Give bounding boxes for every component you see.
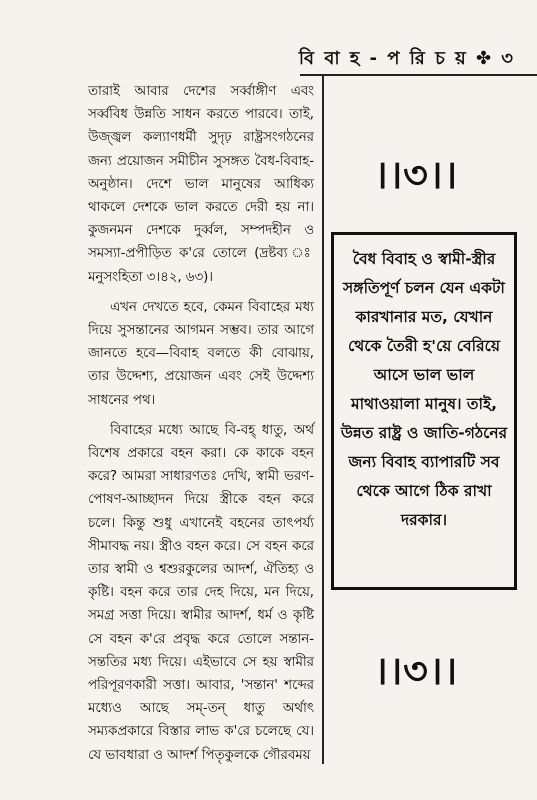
paragraph-3: বিবাহের মধ্যে আছে বি-বহ্ ধাতু, অর্থ বিশেষ প্রকারে বহন করা। কে কাকে বহন করে? আমরা সাধারণতঃ দেখি, স্বামী ভরণ-পোষণ-আচ্ছাদন দিয়ে স্ত্রীকে বহন করে চলে। কিন্তু শুধু এখানেই বহনের তাৎপর্য্য সীমাবদ্ধ নয়। স্ত্রীও বহন করে। সে বহন করে তার স্বামী ও শ্বশুরকুলের আদর্শ, ঐতিহ্য ও কৃষ্টি। বহন করে তার দেহ দিয়ে, মন দিয়ে, সমগ্র সত্তা দিয়ে। স্বামীর আদর্শ, ধর্ম ও কৃষ্টি সে বহন ক'রে প্রবৃদ্ধ করে তোলে সন্তান-সন্ততির মধ্য দিয়ে। এইভাবে সে হয় স্বামীর পরিপূরণকারী সত্তা। আবার, 'সন্তান' শব্দের মধ্যেও আছে সম্-তন্ ধাতু অর্থাৎ সম্যকপ্রকারে বিস্তার লাভ ক'রে চলেছে যে। যে ভাবধারা ও আদর্শ পিতৃকুলকে গৌরবময়	[88, 422, 314, 763]
callout-box	[331, 232, 517, 590]
callout-text: বৈধ বিবাহ ও স্বামী-স্ত্রীর সঙ্গতিপূর্ণ চলন যেন একটা কারখানার মত, যেখান থেকে তৈরী হ'য়ে বেরিয়ে আসে ভাল ভাল মাথাওয়ালা মানুষ। তাই, উন্নত রাষ্ট্র ও জাতি-গঠনের জন্য বিবাহ ব্যাপারটি সব থেকে আগে ঠিক রাখা দরকার।	[340, 250, 508, 529]
paragraph-2: এখন দেখতে হবে, কেমন বিবাহের মধ্য দিয়ে সুসন্তানের আগমন সম্ভব। তার আগে জানতে হবে—বিবাহ বলতে কী বোঝায়, তার উদ্দেশ্য, প্রয়োজন এবং সেই উদ্দেশ্য সাধনের পথ।	[88, 299, 314, 408]
verse-number-top: ।।৩।।	[374, 153, 459, 197]
verse-number-bottom: ।।৩।।	[374, 649, 459, 693]
column-divider	[322, 74, 324, 764]
paragraph-1: তারাই আবার দেশের সর্ব্বাঙ্গীণ এবং সর্ব্ববিধ উন্নতি সাধন করতে পারবে। তাই, উজ্জ্বল কল্যাণধর্মী সুদৃঢ় রাষ্ট্রসংগঠনের জন্য প্রয়োজন সমীচীন সুসঙ্গত বৈধ-বিবাহ-অনুষ্ঠান। দেশে ভাল মানুষের আধিক্য থাকলে দেশকে ভাল করতে দেরী হয় না। কুজনমন দেশকে দুর্ব্বল, সম্পদহীন ও সমস্যা-প্রপীড়িত ক'রে তোলে (দ্রষ্টব্য ঃ মনুসংহিতা ৩।৪২, ৬৩)।	[88, 84, 314, 285]
running-header: বি বা হ - প রি চ য় ✤ ৩	[298, 48, 515, 69]
main-text-column	[88, 80, 314, 774]
header-rule	[300, 74, 537, 76]
